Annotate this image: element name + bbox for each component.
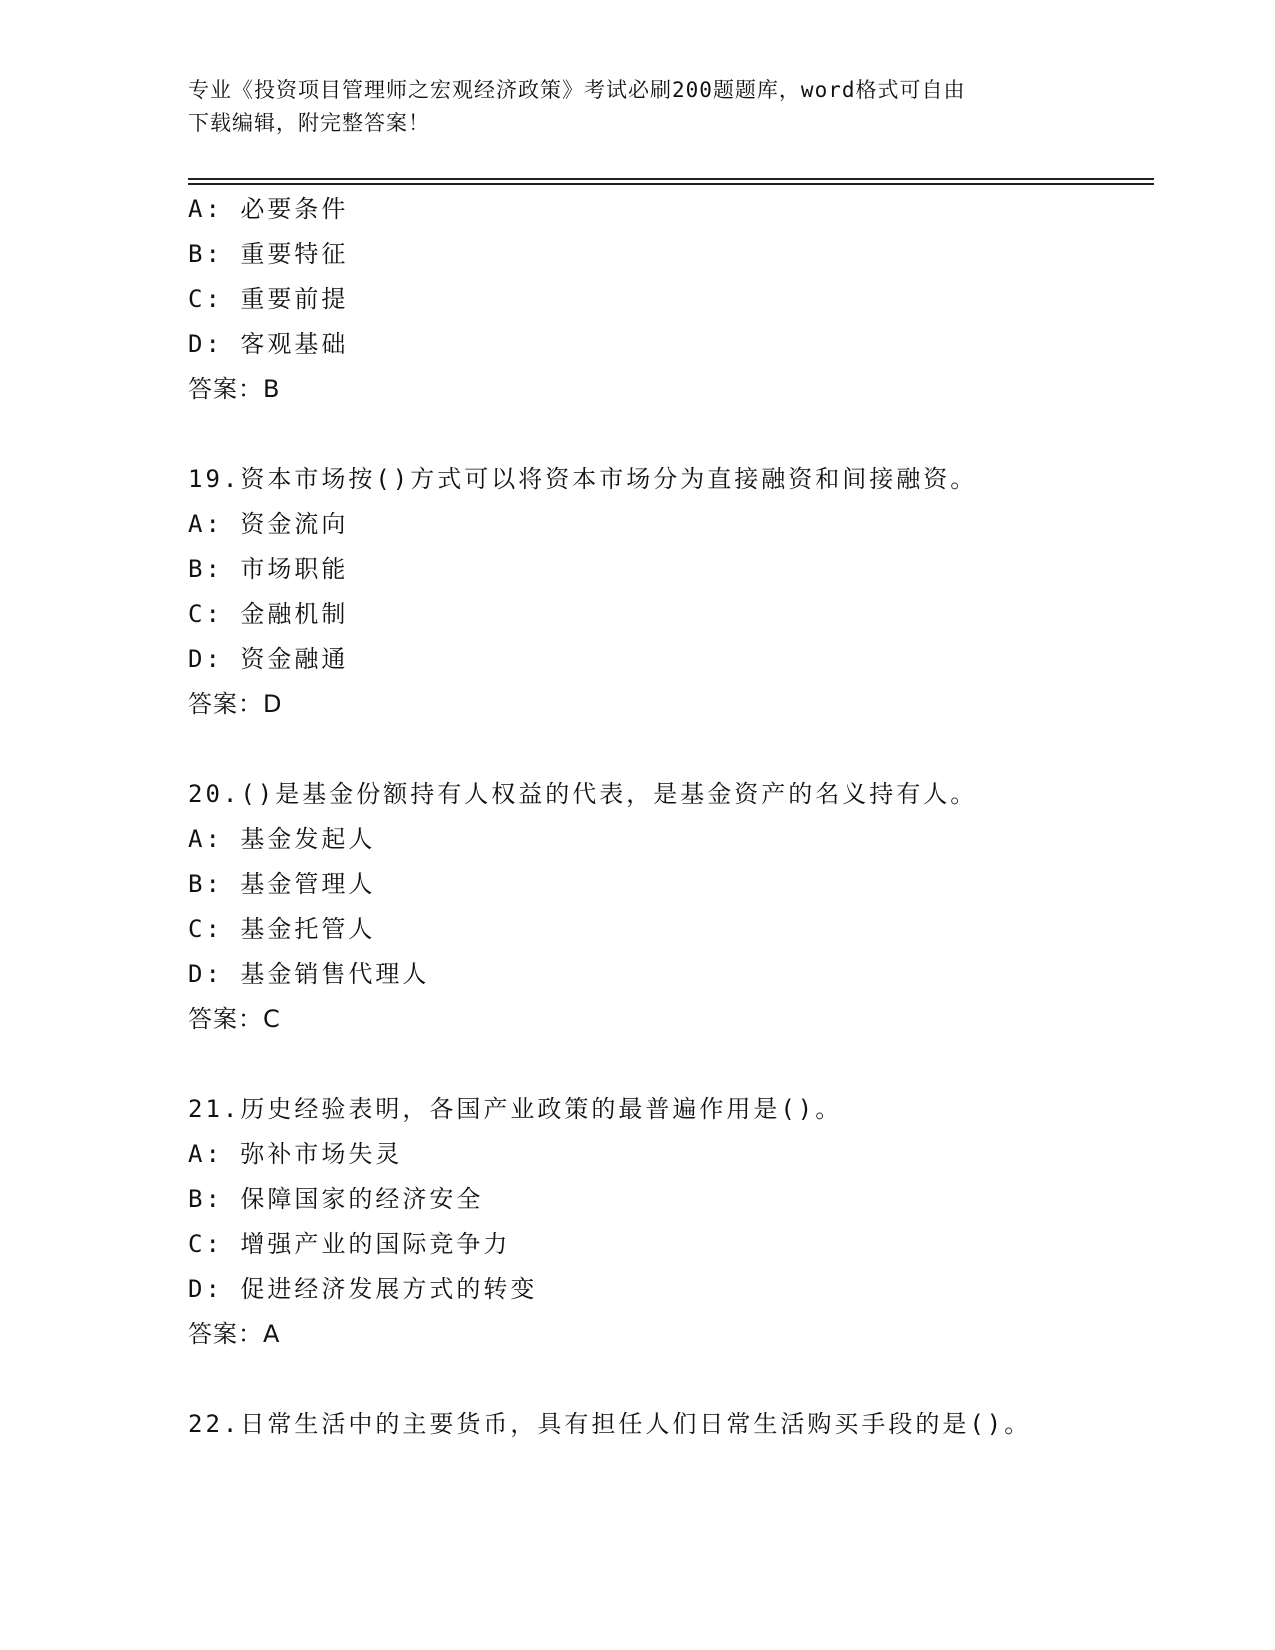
answer-line: 答案：C	[188, 1005, 281, 1033]
option-d: D: 促进经济发展方式的转变	[188, 1275, 538, 1303]
option-c: C: 金融机制	[188, 600, 349, 628]
answer-line: 答案：B	[188, 375, 281, 403]
option-a: A: 基金发起人	[188, 825, 376, 853]
header-divider-top	[188, 178, 1154, 180]
answer-line: 答案：A	[188, 1320, 281, 1348]
question-stem: 19.资本市场按()方式可以将资本市场分为直接融资和间接融资。	[188, 465, 978, 493]
header-divider-bottom	[188, 183, 1154, 185]
option-d: D: 资金融通	[188, 645, 349, 673]
question-stem: 21.历史经验表明，各国产业政策的最普遍作用是()。	[188, 1095, 843, 1123]
option-b: B: 保障国家的经济安全	[188, 1185, 484, 1213]
question-stem: 22.日常生活中的主要货币，具有担任人们日常生活购买手段的是()。	[188, 1410, 1032, 1438]
answer-line: 答案：D	[188, 690, 283, 718]
option-d: D: 基金销售代理人	[188, 960, 430, 988]
option-b: B: 基金管理人	[188, 870, 376, 898]
option-b: B: 市场职能	[188, 555, 349, 583]
header-line-2: 下载编辑，附完整答案！	[188, 111, 430, 135]
option-a: A: 弥补市场失灵	[188, 1140, 403, 1168]
document-header	[188, 74, 1068, 140]
header-line-1: 专业《投资项目管理师之宏观经济政策》考试必刷200题题库，word格式可自由	[188, 78, 966, 102]
question-stem: 20.()是基金份额持有人权益的代表，是基金资产的名义持有人。	[188, 780, 978, 808]
option-b: B: 重要特征	[188, 240, 349, 268]
option-c: C: 增强产业的国际竞争力	[188, 1230, 511, 1258]
option-c: C: 基金托管人	[188, 915, 376, 943]
option-c: C: 重要前提	[188, 285, 349, 313]
option-a: A: 资金流向	[188, 510, 349, 538]
option-a: A: 必要条件	[188, 195, 349, 223]
option-d: D: 客观基础	[188, 330, 349, 358]
